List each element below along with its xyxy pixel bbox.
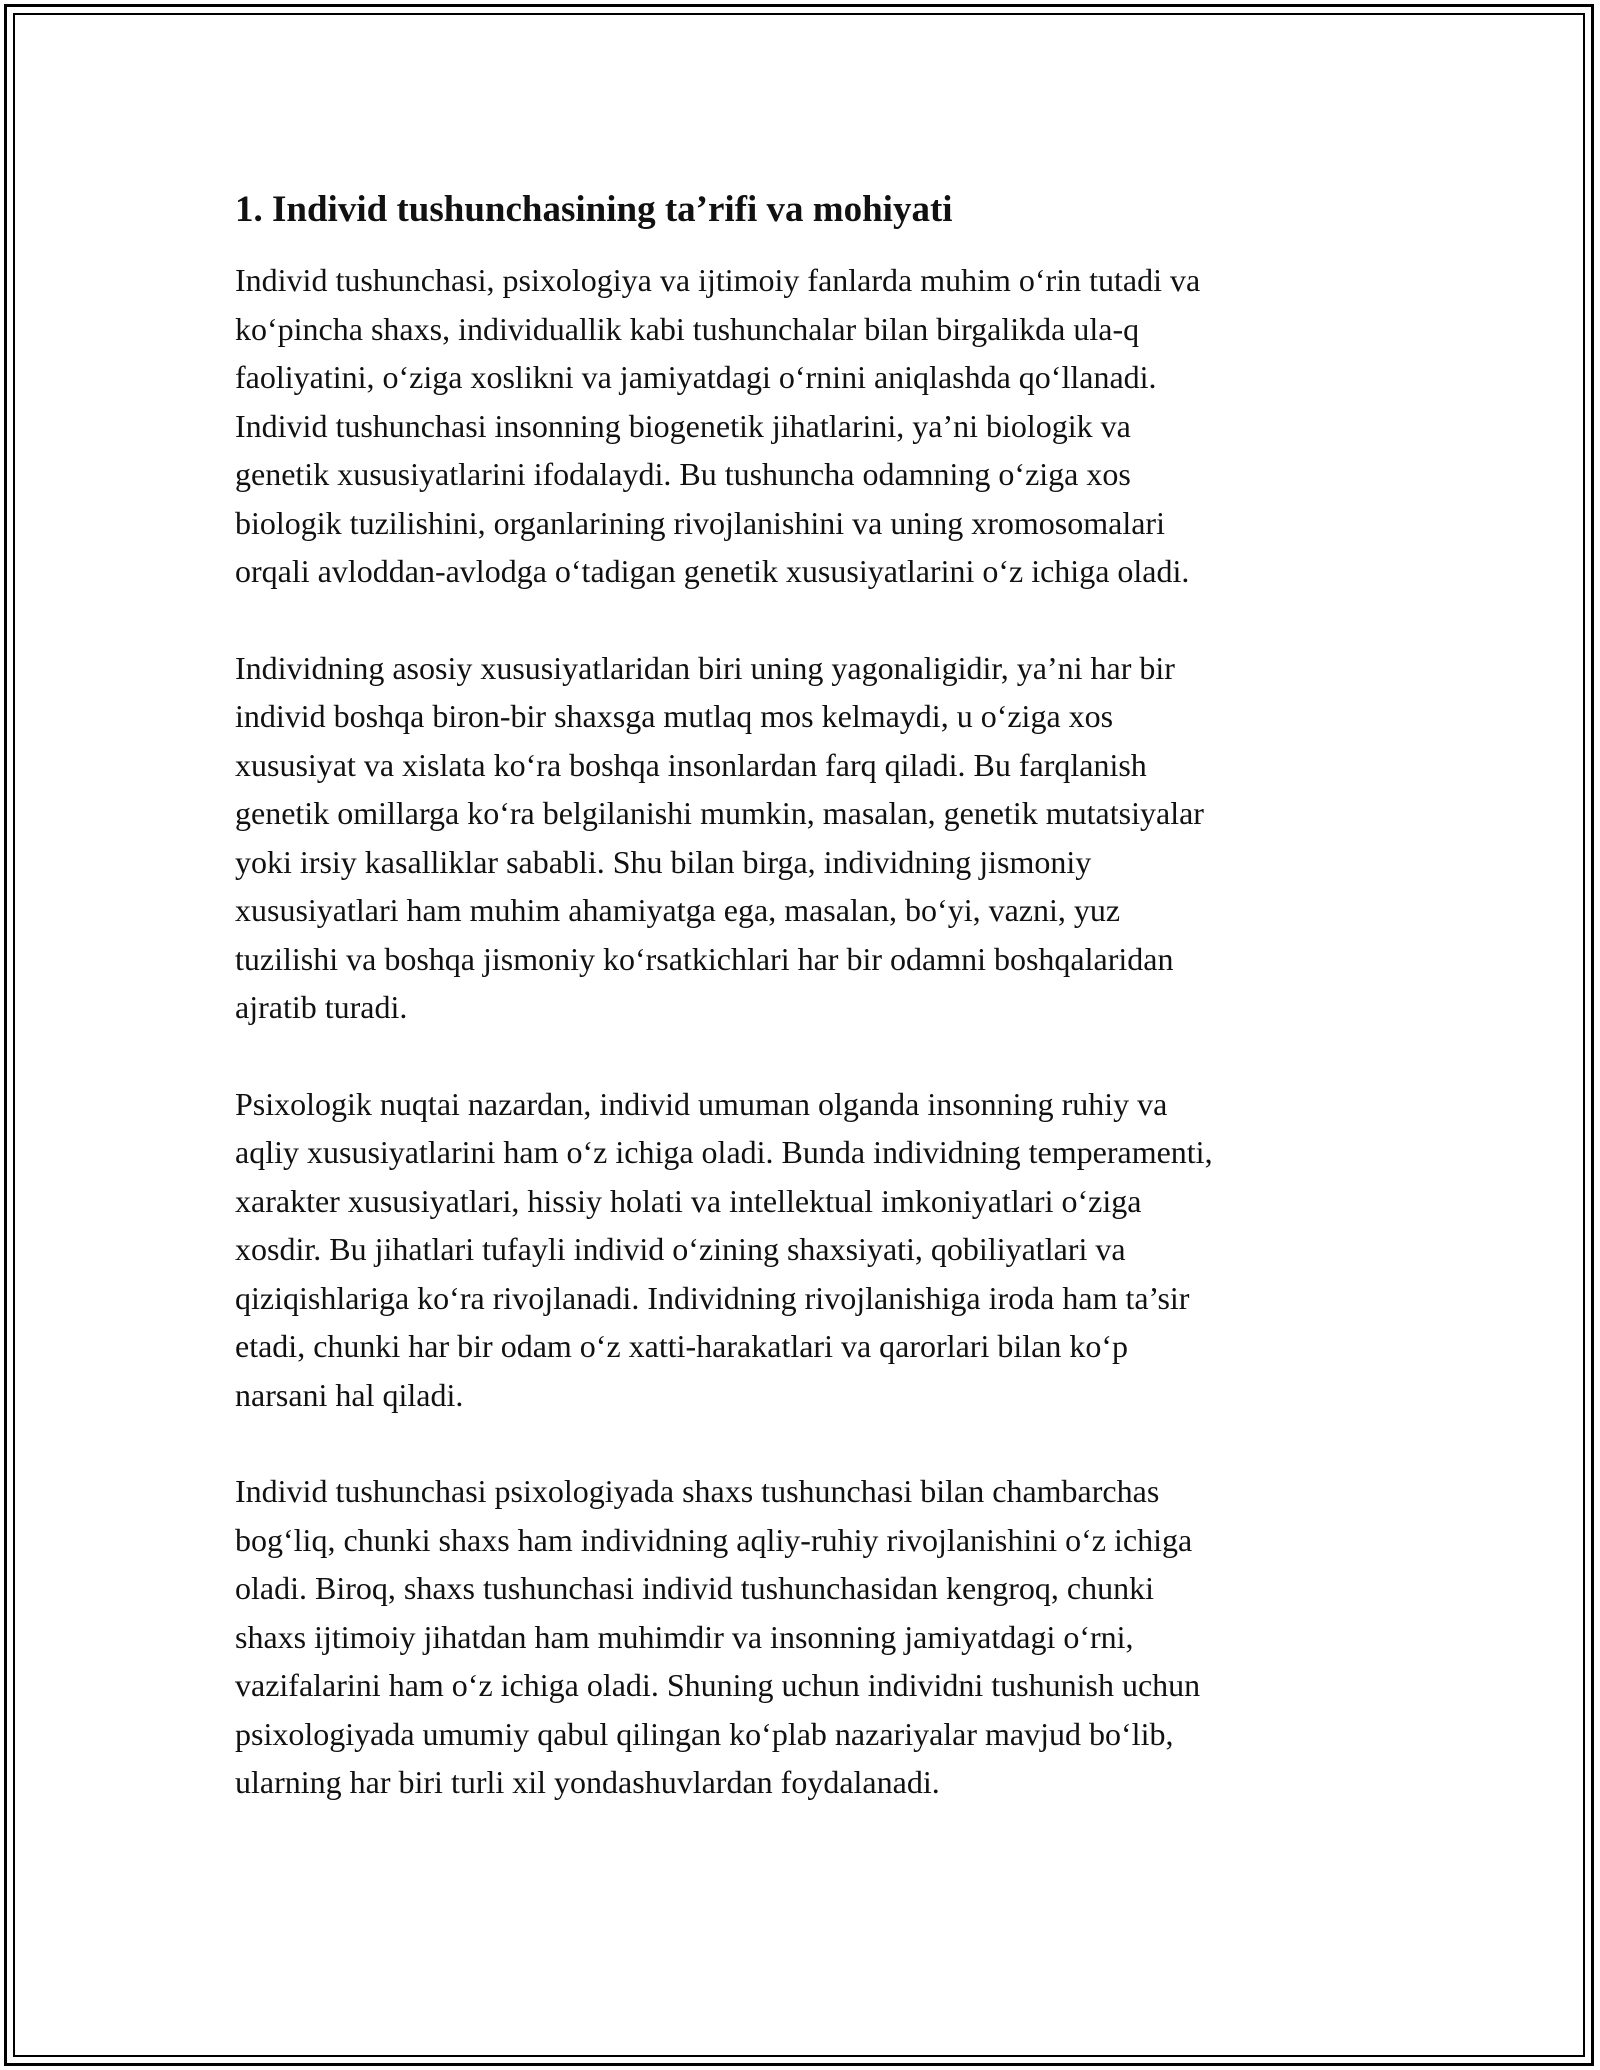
document-body [235,186,1370,1807]
paragraph-4: Individ tushunchasi psixologiyada shaxs tushunchasi bilan chambarchas bog‘liq, chunki shaxs ham individning aqliy-ruhiy rivojlanishini o‘z ichiga oladi. Biroq, shaxs tushunchasi individ tushunchasidan kengroq, chunki shaxs ijtimoiy jihatdan ham muhimdir va insonning jamiyatdagi o‘rni, vazifalarini ham o‘z ichiga oladi. Shuning uchun individni tushunish uchun psixologiyada umumiy qabul qilingan ko‘plab nazariyalar mavjud bo‘lib, ularning har biri turli xil yondashuvlardan foydalanadi. [235,1473,1201,1801]
paragraph-1: Individ tushunchasi, psixologiya va ijtimoiy fanlarda muhim o‘rin tutadi va ko‘pincha shaxs, individuallik kabi tushunchalar bilan birgalikda ula-q faoliyatini, o‘ziga xoslikni va jamiyatdagi o‘rnini aniqlashda qo‘llanadi. Individ tushunchasi insonning biogenetik jihatlarini, ya’ni biologik va genetik xususiyatlarini ifodalaydi. Bu tushuncha odamning o‘ziga xos biologik tuzilishini, organlarining rivojlanishini va uning xromosomalari orqali avloddan-avlodga o‘tadigan genetik xususiyatlarini o‘z ichiga oladi. [235,262,1201,590]
paragraph-2: Individning asosiy xususiyatlaridan biri uning yagonaligidir, ya’ni har bir individ boshqa biron-bir shaxsga mutlaq mos kelmaydi, u o‘ziga xos xususiyat va xislata ko‘ra boshqa insonlardan farq qiladi. Bu farqlanish genetik omillarga ko‘ra belgilanishi mumkin, masalan, genetik mutatsiyalar yoki irsiy kasalliklar sababli. Shu bilan birga, individning jismoniy xususiyatlari ham muhim ahamiyatga ega, masalan, bo‘yi, vazni, yuz tuzilishi va boshqa jismoniy ko‘rsatkichlari har bir odamni boshqalaridan ajratib turadi. [235,649,1204,1026]
paragraph-3: Psixologik nuqtai nazardan, individ umuman olganda insonning ruhiy va aqliy xususiyatlarini ham o‘z ichiga oladi. Bunda individning temperamenti, xarakter xususiyatlari, hissiy holati va intellektual imkoniyatlari o‘ziga xosdir. Bu jihatlari tufayli individ o‘zining shaxsiyati, qobiliyatlari va qiziqishlariga ko‘ra rivojlanadi. Individning rivojlanishiga iroda ham ta’sir etadi, chunki har bir odam o‘z xatti-harakatlari va qarorlari bilan ko‘p narsani hal qiladi. [235,1085,1213,1413]
section-heading: 1. Individ tushunchasining ta’rifi va mohiyati [235,189,953,230]
